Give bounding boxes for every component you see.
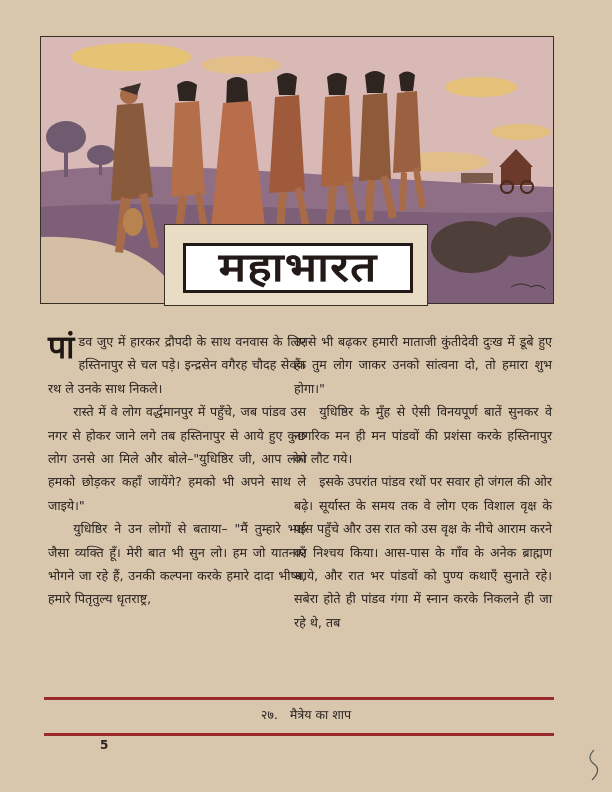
title-banner bbox=[183, 243, 413, 293]
page-title: महाभारत bbox=[218, 245, 378, 291]
paragraph: युधिष्ठिर ने उन लोगों से बताया– "मैं तुम्हारे भाई जैसा व्यक्ति हूँ। मेरी बात भी सुन लो। हम जो यातनाएँ भोगने जा रहे हैं, उनकी कल्पना करके हमारे दादा भीष्म, हमारे पितृतुल्य धृतराष्ट्र, bbox=[48, 521, 306, 607]
chapter-title: मैत्रेय का शाप bbox=[289, 707, 352, 722]
text-column-right bbox=[294, 330, 552, 634]
paragraph: उनसे भी बढ़कर हमारी माताजी कुंतीदेवी दुःख में डूबे हुए हैं। तुम लोग जाकर उनको सांत्वना दो, तो हमारा शुभ होगा।" bbox=[294, 334, 552, 396]
title-frame bbox=[164, 224, 428, 306]
paragraph: युधिष्ठिर के मुँह से ऐसी विनयपूर्ण बातें सुनकर वे नागरिक मन ही मन पांडवों की प्रशंसा करके हस्तिनापुर को लौट गये। bbox=[294, 404, 552, 467]
footer-rule-top bbox=[44, 697, 554, 700]
chapter-number: २७. bbox=[260, 707, 278, 722]
paragraph: इसके उपरांत पांडव रथों पर सवार हो जंगल की ओर बढ़े। सूर्यास्त के समय तक वे लोग एक विशाल वृक्ष के पास पहुँचे और उस रात को उस वृक्ष के नीचे आराम करने का निश्चय किया। आस-पास के गाँव के अनेक ब्राह्मण आये, और रात भर पांडवों को पुण्य कथाएँ सुनाते रहे। सबेरा होते ही पांडव गंगा में स्नान करके निकलने ही जा रहे थे, तब bbox=[294, 474, 552, 630]
footer-rule-bottom bbox=[44, 733, 554, 736]
dropcap: पां bbox=[48, 328, 75, 366]
pencil-mark-icon bbox=[580, 748, 602, 782]
page-number: 5 bbox=[100, 738, 109, 752]
paragraph: रास्ते में वे लोग वर्द्धमानपुर में पहुँचे, जब पांडव उस नगर से होकर जाने लगे तब हस्तिनापुर से आये हुए कुछ लोग उनसे आ मिले और बोले–"युधिष्ठिर जी, आप लोग हमको छोड़कर कहाँ जायेंगे? हमको भी अपने साथ ले जाइये।" bbox=[48, 404, 306, 513]
text-column-left bbox=[48, 330, 306, 611]
chapter-heading bbox=[0, 706, 612, 723]
paragraph-opening bbox=[48, 330, 306, 400]
paragraph-text: डव जुए में हारकर द्रौपदी के साथ वनवास के लिए हस्तिनापुर से चल पड़े। इन्द्रसेन वगैरह चौदह सेवक रथ ले उनके साथ निकले। bbox=[48, 334, 306, 396]
